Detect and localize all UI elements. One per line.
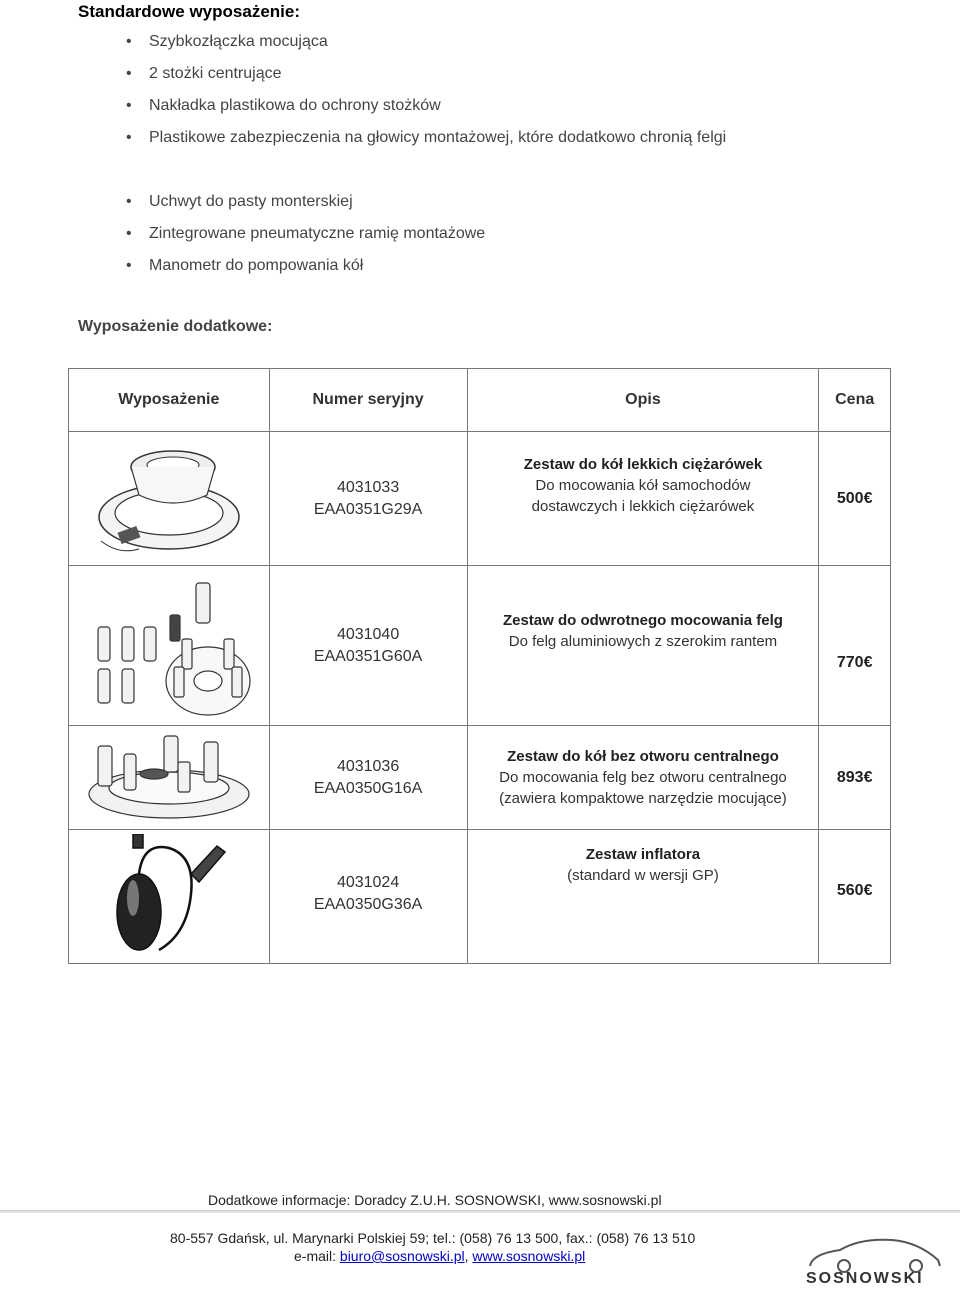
currency-symbol: € bbox=[863, 489, 873, 507]
email-label: e-mail: bbox=[294, 1248, 340, 1264]
serial-number: 4031040 bbox=[336, 625, 400, 643]
centering-ring-image bbox=[69, 432, 270, 566]
website-link[interactable]: www.sosnowski.pl bbox=[472, 1248, 586, 1264]
description-title: Zestaw do kół bez otworu centralnego bbox=[507, 748, 779, 765]
part-code: EAA0351G60A bbox=[313, 647, 423, 665]
description-line: Do mocowania felg bez otworu centralnego bbox=[499, 769, 787, 786]
price-value: 560 bbox=[836, 882, 864, 899]
company-logo bbox=[800, 1234, 948, 1292]
description-title: Zestaw do kół lekkich ciężarówek bbox=[523, 456, 763, 473]
column-header: Opis bbox=[467, 369, 819, 432]
description-line: Do mocowania kół samochodów bbox=[535, 477, 751, 494]
part-code: EAA0350G16A bbox=[313, 779, 423, 797]
serial-number: 4031036 bbox=[336, 757, 400, 775]
table-row bbox=[69, 566, 891, 726]
description-line: Do felg aluminiowych z szerokim rantem bbox=[508, 633, 778, 650]
footer-info: Dodatkowe informacje: Doradcy Z.U.H. SOSNOWSKI, www.sosnowski.pl bbox=[208, 1192, 662, 1208]
currency-symbol: € bbox=[863, 882, 873, 899]
description-title: Zestaw do odwrotnego mocowania felg bbox=[502, 612, 783, 629]
footer-address: 80-557 Gdańsk, ul. Marynarki Polskiej 59; tel.: (058) 76 13 500, fax.: (058) 76 13 510 bbox=[170, 1230, 696, 1246]
serial-cell bbox=[269, 830, 467, 964]
price-cell bbox=[819, 830, 891, 964]
serial-number: 4031024 bbox=[336, 874, 400, 891]
description-line: (standard w wersji GP) bbox=[567, 867, 719, 884]
optional-equipment-title: Wyposażenie dodatkowe: bbox=[78, 318, 273, 335]
table-header-row bbox=[69, 369, 891, 432]
serial-number: 4031033 bbox=[336, 478, 400, 496]
description-cell bbox=[467, 432, 819, 566]
description-line: dostawczych i lekkich ciężarówek bbox=[531, 498, 755, 515]
serial-cell bbox=[269, 432, 467, 566]
description-cell bbox=[467, 830, 819, 964]
column-header: Numer seryjny bbox=[269, 369, 467, 432]
price-value: 770 bbox=[836, 654, 864, 671]
reverse-mount-kit-image bbox=[69, 566, 270, 726]
serial-cell bbox=[269, 726, 467, 830]
email-link[interactable]: biuro@sosnowski.pl bbox=[339, 1248, 465, 1264]
column-header: Wyposażenie bbox=[69, 369, 270, 432]
description-cell bbox=[467, 726, 819, 830]
price-value: 893 bbox=[836, 768, 864, 786]
currency-symbol: € bbox=[863, 768, 873, 786]
description-title: Zestaw inflatora bbox=[585, 846, 701, 863]
currency-symbol: € bbox=[863, 654, 873, 671]
price-cell bbox=[819, 726, 891, 830]
footer-divider bbox=[0, 1210, 960, 1213]
part-code: EAA0351G29A bbox=[313, 500, 423, 518]
logo-text: SOSNOWSKI bbox=[806, 1270, 924, 1287]
separator: , bbox=[464, 1248, 473, 1264]
table-row bbox=[69, 432, 891, 566]
optional-equipment-table bbox=[68, 368, 891, 964]
no-center-hole-kit-image bbox=[69, 726, 270, 830]
footer-contact bbox=[294, 1248, 585, 1264]
serial-cell bbox=[269, 566, 467, 726]
price-value: 500 bbox=[836, 489, 864, 507]
table-row bbox=[69, 726, 891, 830]
table-row bbox=[69, 830, 891, 964]
price-cell bbox=[819, 566, 891, 726]
standard-equipment-title: Standardowe wyposażenie: bbox=[78, 2, 300, 21]
description-cell bbox=[467, 566, 819, 726]
column-header: Cena bbox=[819, 369, 891, 432]
price-cell bbox=[819, 432, 891, 566]
car-outline-icon bbox=[800, 1234, 948, 1274]
description-line: (zawiera kompaktowe narzędzie mocujące) bbox=[499, 790, 787, 807]
inflator-image bbox=[69, 830, 270, 964]
part-code: EAA0350G36A bbox=[313, 896, 423, 913]
